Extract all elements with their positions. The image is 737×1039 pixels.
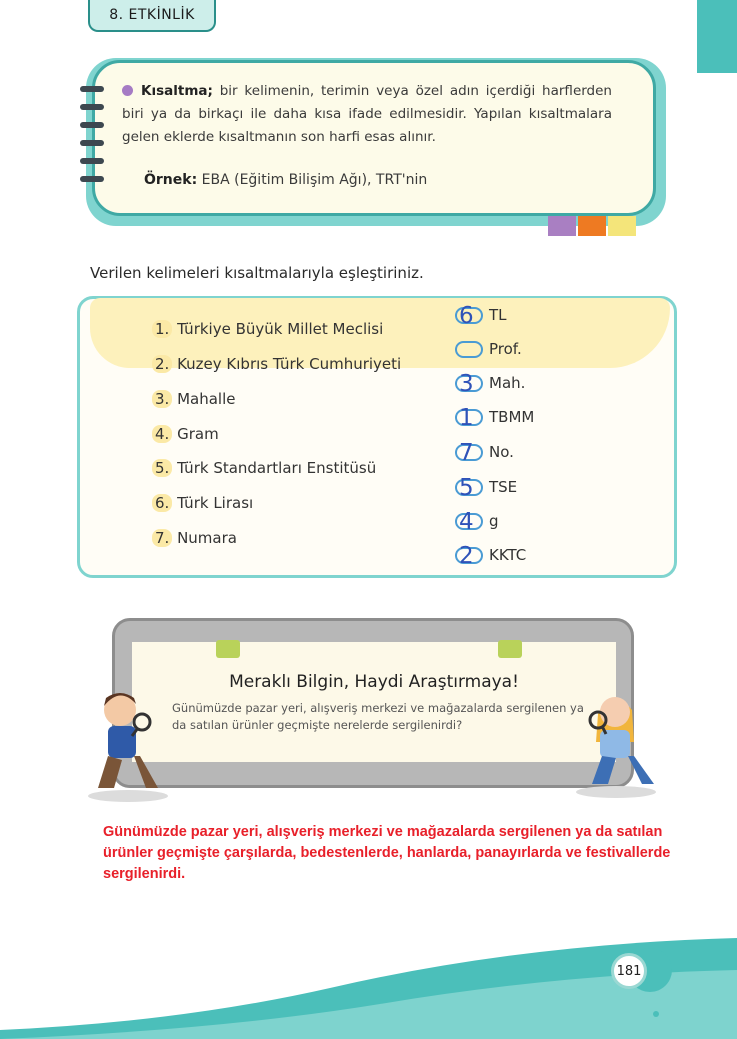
paper-clip-icon bbox=[498, 640, 522, 658]
matching-item bbox=[152, 425, 219, 443]
research-question: Günümüzde pazar yeri, alışveriş merkezi ve mağazalarda sergilenen ya da satılan ürünler geçmişte nerelerde sergilenirdi? bbox=[172, 701, 584, 732]
spiral-ring bbox=[80, 86, 104, 92]
spiral-ring bbox=[80, 176, 104, 182]
abbreviation-option bbox=[455, 508, 499, 535]
answer-oval[interactable] bbox=[455, 439, 483, 466]
matching-instruction: Verilen kelimeleri kısaltmalarıyla eşleştiriniz. bbox=[90, 264, 424, 282]
abbreviation-option bbox=[455, 474, 518, 501]
research-title: Meraklı Bilgin, Haydi Araştırmaya! bbox=[229, 672, 519, 692]
handwritten-number: 5 bbox=[459, 474, 474, 501]
answer-oval[interactable] bbox=[455, 302, 483, 329]
yellow-tab bbox=[608, 216, 636, 236]
matching-item bbox=[152, 494, 253, 512]
matching-item-text: Türkiye Büyük Millet Meclisi bbox=[172, 320, 384, 338]
handwritten-number: 4 bbox=[459, 508, 474, 535]
matching-item-text: Kuzey Kıbrıs Türk Cumhuriyeti bbox=[172, 355, 402, 373]
page-number-text: 181 bbox=[616, 963, 642, 979]
abbreviation-text: g bbox=[489, 512, 499, 530]
abbreviation-text: TL bbox=[489, 306, 507, 324]
handwritten-number: 1 bbox=[459, 404, 474, 431]
matching-item-number: 7. bbox=[152, 529, 172, 547]
corner-tab bbox=[697, 0, 737, 73]
abbreviation-text: No. bbox=[489, 443, 514, 461]
handwritten-number: 2 bbox=[459, 542, 474, 569]
abbreviation-text: TBMM bbox=[489, 408, 535, 426]
spiral-ring bbox=[80, 122, 104, 128]
handwritten-number: 6 bbox=[459, 302, 474, 329]
answer-oval[interactable] bbox=[455, 474, 483, 501]
abbreviation-option bbox=[455, 370, 526, 397]
matching-item-text: Numara bbox=[172, 529, 237, 547]
handwritten-number: 3 bbox=[459, 370, 474, 397]
spiral-ring bbox=[80, 158, 104, 164]
matching-item-number: 1. bbox=[152, 320, 172, 338]
example-label: Örnek: bbox=[144, 172, 198, 188]
matching-item-text: Türk Lirası bbox=[172, 494, 254, 512]
answer-oval[interactable] bbox=[455, 508, 483, 535]
matching-item-number: 2. bbox=[152, 355, 172, 373]
example-text: EBA (Eğitim Bilişim Ağı), TRT'nin bbox=[197, 172, 428, 188]
matching-item-text: Türk Standartları Enstitüsü bbox=[172, 459, 377, 477]
abbreviation-option bbox=[455, 302, 507, 329]
term-label: Kısaltma; bbox=[141, 83, 213, 99]
bullet-icon bbox=[122, 85, 133, 96]
matching-item bbox=[152, 390, 235, 408]
activity-label-text: 8. ETKİNLİK bbox=[109, 7, 195, 23]
abbreviation-option bbox=[455, 439, 514, 466]
answer-text: Günümüzde pazar yeri, alışveriş merkezi ve mağazalarda sergilenen ya da satılan ürünler geçmişte çarşılarda, bedestenlerde, hanlarda, panayırlarda ve festivallerde sergilenirdi. bbox=[103, 824, 671, 882]
matching-item-number: 3. bbox=[152, 390, 172, 408]
boy-with-magnifier-icon bbox=[84, 684, 170, 804]
answer-oval[interactable] bbox=[455, 341, 483, 358]
page-number bbox=[611, 953, 647, 989]
matching-item-text: Mahalle bbox=[172, 390, 236, 408]
abbreviation-text: KKTC bbox=[489, 546, 527, 564]
paper-clip-icon bbox=[216, 640, 240, 658]
matching-item-text: Gram bbox=[172, 425, 219, 443]
purple-tab bbox=[548, 216, 576, 236]
abbreviation-text: TSE bbox=[489, 478, 518, 496]
answer-oval[interactable] bbox=[455, 542, 483, 569]
abbreviation-option bbox=[455, 542, 527, 569]
handwritten-number: 7 bbox=[459, 439, 474, 466]
girl-with-magnifier-icon bbox=[572, 686, 660, 800]
matching-item bbox=[152, 355, 401, 373]
activity-label bbox=[88, 0, 216, 32]
abbreviation-text: Prof. bbox=[489, 340, 522, 358]
matching-item-number: 4. bbox=[152, 425, 172, 443]
example-line bbox=[144, 172, 427, 188]
matching-item-number: 6. bbox=[152, 494, 172, 512]
abbreviation-text: Mah. bbox=[489, 374, 526, 392]
abbreviation-option bbox=[455, 404, 535, 431]
abbreviation-option bbox=[455, 340, 522, 358]
spiral-ring bbox=[80, 104, 104, 110]
matching-item bbox=[152, 320, 383, 338]
spiral-ring bbox=[80, 140, 104, 146]
definition-text bbox=[122, 80, 612, 149]
answer-oval[interactable] bbox=[455, 404, 483, 431]
definition-body: bir kelimenin, terimin veya özel adın içerdiği harflerden biri ya da birkaçı ile daha kısa ifade edilmesidir. Yapılan kısaltmalara gelen eklerde kısaltmanın son harfi esas alınır. bbox=[122, 83, 612, 145]
matching-item bbox=[152, 529, 237, 547]
answer-oval[interactable] bbox=[455, 370, 483, 397]
matching-item bbox=[152, 459, 376, 477]
orange-tab bbox=[578, 216, 606, 236]
matching-item-number: 5. bbox=[152, 459, 172, 477]
